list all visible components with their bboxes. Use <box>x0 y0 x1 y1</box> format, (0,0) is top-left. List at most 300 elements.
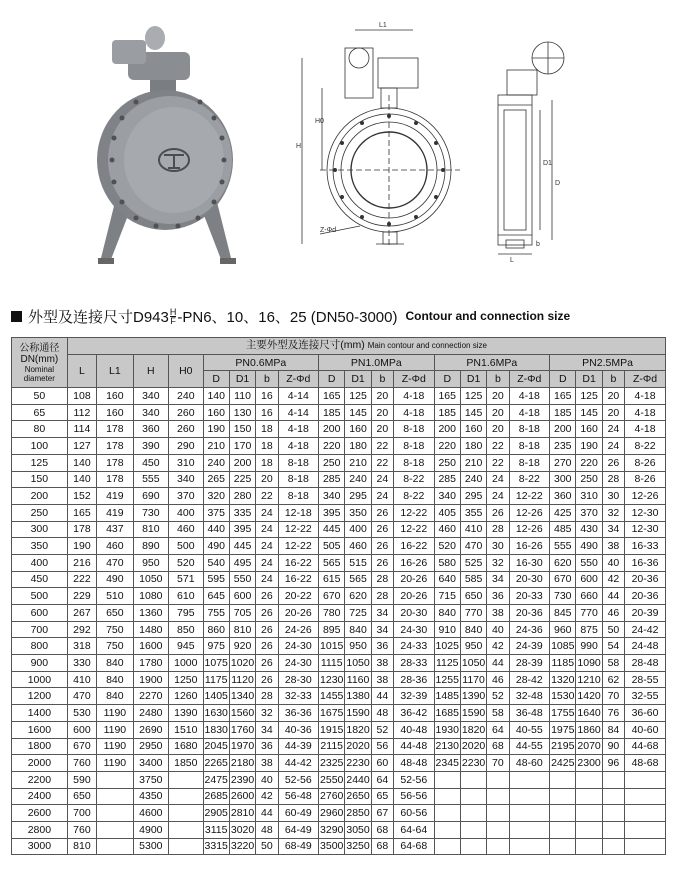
table-cell: 36-60 <box>625 705 666 722</box>
table-cell: 150 <box>229 421 255 438</box>
table-cell: 285 <box>434 471 460 488</box>
table-cell: 18 <box>256 438 278 455</box>
table-cell: 26 <box>371 504 393 521</box>
table-cell: 445 <box>319 521 345 538</box>
table-cell: 8-22 <box>509 471 550 488</box>
table-cell: 48-68 <box>625 755 666 772</box>
table-cell: 3500 <box>319 838 345 855</box>
table-cell: 1050 <box>460 655 486 672</box>
table-cell: 1830 <box>203 721 229 738</box>
table-row <box>12 404 666 421</box>
table-cell: 60-49 <box>278 805 319 822</box>
table-cell: 160 <box>460 421 486 438</box>
table-cell: 28-39 <box>509 655 550 672</box>
table-cell: 1760 <box>229 721 255 738</box>
table-cell <box>550 771 576 788</box>
table-cell: 165 <box>550 388 576 405</box>
table-cell <box>460 821 486 838</box>
table-cell: 1360 <box>133 605 168 622</box>
table-cell: 460 <box>97 538 133 555</box>
table-cell: 1390 <box>460 688 486 705</box>
table-cell: 2480 <box>133 705 168 722</box>
table-cell: 160 <box>576 421 602 438</box>
table-cell: 50 <box>256 838 278 855</box>
table-cell: 16-22 <box>394 538 435 555</box>
table-cell: 46 <box>602 605 624 622</box>
table-cell: 178 <box>97 421 133 438</box>
table-row <box>12 388 666 405</box>
title-prefix: 外型及连接尺寸D943 <box>28 308 169 326</box>
table-cell: 8-26 <box>625 471 666 488</box>
table-cell: 1640 <box>576 705 602 722</box>
table-cell: 28-55 <box>625 671 666 688</box>
table-cell: 580 <box>434 554 460 571</box>
table-cell: 8-18 <box>394 438 435 455</box>
valve-photo <box>92 22 260 272</box>
dn-header-unit: DN(mm) <box>20 353 59 365</box>
dim-label-D: D <box>555 180 561 187</box>
table-cell: 16-22 <box>278 571 319 588</box>
table-cell: 292 <box>67 621 96 638</box>
dn-header-en2: diameter <box>23 373 55 383</box>
table-cell <box>434 838 460 855</box>
table-cell <box>487 788 509 805</box>
table-cell: 610 <box>169 588 203 605</box>
table-cell: 64 <box>371 771 393 788</box>
table-cell: 437 <box>97 521 133 538</box>
table-cell: 1125 <box>434 655 460 672</box>
dn-cell: 1200 <box>12 688 68 705</box>
table-cell: 24-36 <box>509 621 550 638</box>
dn-header <box>12 338 68 388</box>
table-cell: 68 <box>371 838 393 855</box>
table-cell: 1930 <box>434 721 460 738</box>
table-cell: 1020 <box>229 655 255 672</box>
table-cell: 4-14 <box>278 404 319 421</box>
table-cell: 1915 <box>319 721 345 738</box>
table-cell: 750 <box>97 638 133 655</box>
table-cell: 370 <box>169 488 203 505</box>
dn-cell: 1600 <box>12 721 68 738</box>
table-cell <box>602 771 624 788</box>
table-cell: 8-18 <box>509 438 550 455</box>
table-cell: 50 <box>602 621 624 638</box>
dn-cell: 2800 <box>12 821 68 838</box>
table-cell: 200 <box>229 454 255 471</box>
table-cell: 300 <box>550 471 576 488</box>
table-row <box>12 438 666 455</box>
table-row <box>12 655 666 672</box>
table-cell: 160 <box>203 404 229 421</box>
table-cell: 20-36 <box>509 605 550 622</box>
sub-header-cell: Z-Φd <box>394 371 435 388</box>
table-cell: 4-18 <box>278 438 319 455</box>
bullet-square-icon <box>11 311 22 322</box>
table-cell: 16-36 <box>625 554 666 571</box>
table-cell: 600 <box>229 588 255 605</box>
table-cell: 20-36 <box>625 571 666 588</box>
table-cell: 84 <box>602 721 624 738</box>
sub-header-cell: D1 <box>345 371 371 388</box>
table-cell: 20-39 <box>625 605 666 622</box>
table-cell: 28-42 <box>509 671 550 688</box>
table-cell: 12-22 <box>394 521 435 538</box>
table-row <box>12 755 666 772</box>
table-cell: 1080 <box>133 588 168 605</box>
table-cell: 44 <box>371 688 393 705</box>
dn-cell: 125 <box>12 454 68 471</box>
table-cell: 68 <box>487 738 509 755</box>
dn-cell: 2600 <box>12 805 68 822</box>
table-cell <box>169 805 203 822</box>
table-cell: 127 <box>67 438 96 455</box>
table-cell: 650 <box>67 788 96 805</box>
table-cell <box>460 771 486 788</box>
table-cell: 110 <box>229 388 255 405</box>
table-cell: 44-48 <box>394 738 435 755</box>
table-cell: 260 <box>169 421 203 438</box>
table-cell: 24-26 <box>278 621 319 638</box>
table-cell: 840 <box>345 621 371 638</box>
table-cell: 2440 <box>345 771 371 788</box>
pn-header-1-6: PN1.6MPa <box>434 354 550 371</box>
table-cell <box>602 838 624 855</box>
table-cell: 1380 <box>345 688 371 705</box>
table-cell: 490 <box>576 538 602 555</box>
title-sup: H <box>169 306 177 317</box>
table-row <box>12 504 666 521</box>
table-cell: 4-18 <box>625 404 666 421</box>
table-cell: 160 <box>97 404 133 421</box>
table-cell <box>550 805 576 822</box>
table-cell: 295 <box>460 488 486 505</box>
table-cell: 910 <box>434 621 460 638</box>
table-cell: 12-22 <box>394 504 435 521</box>
table-cell: 28-36 <box>394 671 435 688</box>
table-cell: 8-18 <box>278 471 319 488</box>
table-cell: 26 <box>256 638 278 655</box>
table-cell: 64-64 <box>394 821 435 838</box>
table-cell: 125 <box>576 388 602 405</box>
table-cell <box>576 821 602 838</box>
table-cell: 410 <box>460 521 486 538</box>
table-cell: 3750 <box>133 771 168 788</box>
table-cell: 4-18 <box>509 404 550 421</box>
table-cell: 2045 <box>203 738 229 755</box>
table-cell: 60-56 <box>394 805 435 822</box>
table-cell: 24-33 <box>394 638 435 655</box>
table-cell: 425 <box>550 504 576 521</box>
table-cell: 670 <box>550 571 576 588</box>
table-cell: 140 <box>67 454 96 471</box>
table-cell: 2270 <box>133 688 168 705</box>
table-cell: 20-26 <box>278 605 319 622</box>
table-cell: 12-30 <box>625 521 666 538</box>
table-cell <box>434 821 460 838</box>
table-cell: 2685 <box>203 788 229 805</box>
table-cell: 5300 <box>133 838 168 855</box>
table-row <box>12 671 666 688</box>
table-cell: 40-60 <box>625 721 666 738</box>
table-cell: 12-26 <box>625 488 666 505</box>
table-cell: 850 <box>169 621 203 638</box>
table-cell: 340 <box>434 488 460 505</box>
table-cell: 160 <box>97 388 133 405</box>
table-cell: 140 <box>67 471 96 488</box>
table-cell: 2905 <box>203 805 229 822</box>
table-cell: 490 <box>203 538 229 555</box>
table-row <box>12 454 666 471</box>
table-cell: 24 <box>256 571 278 588</box>
table-cell: 340 <box>169 471 203 488</box>
table-cell: 555 <box>550 538 576 555</box>
table-cell: 505 <box>319 538 345 555</box>
table-cell: 515 <box>345 554 371 571</box>
table-cell: 1085 <box>550 638 576 655</box>
table-cell <box>97 771 133 788</box>
table-cell: 210 <box>460 454 486 471</box>
table-cell: 40-36 <box>278 721 319 738</box>
table-cell: 1480 <box>133 621 168 638</box>
sub-header-cell: D <box>434 371 460 388</box>
table-cell <box>509 788 550 805</box>
table-cell: 22 <box>371 454 393 471</box>
dn-cell: 2000 <box>12 755 68 772</box>
table-cell: 44 <box>487 655 509 672</box>
table-cell: 2690 <box>133 721 168 738</box>
table-cell: 1975 <box>550 721 576 738</box>
table-cell: 220 <box>319 438 345 455</box>
table-cell: 400 <box>169 504 203 521</box>
table-cell: 56-48 <box>278 788 319 805</box>
table-cell: 395 <box>229 521 255 538</box>
table-cell: 24 <box>256 538 278 555</box>
table-cell: 270 <box>550 454 576 471</box>
table-cell: 12-22 <box>278 538 319 555</box>
table-cell: 550 <box>576 554 602 571</box>
table-cell: 22 <box>371 438 393 455</box>
table-cell: 565 <box>345 571 371 588</box>
table-cell: 12-30 <box>625 504 666 521</box>
table-row <box>12 638 666 655</box>
table-cell: 8-18 <box>278 488 319 505</box>
table-cell: 26 <box>256 621 278 638</box>
table-cell: 330 <box>67 655 96 672</box>
table-cell: 1190 <box>97 705 133 722</box>
dn-cell: 800 <box>12 638 68 655</box>
table-cell: 24-48 <box>625 638 666 655</box>
main-header-en: Main contour and connection size <box>367 341 487 351</box>
table-cell: 44-55 <box>509 738 550 755</box>
table-cell: 1090 <box>576 655 602 672</box>
table-cell <box>602 821 624 838</box>
table-cell: 670 <box>319 588 345 605</box>
table-cell: 44-68 <box>625 738 666 755</box>
table-cell: 44-42 <box>278 755 319 772</box>
table-cell: 335 <box>229 504 255 521</box>
table-cell: 24-30 <box>278 638 319 655</box>
table-cell: 2115 <box>319 738 345 755</box>
table-cell: 32-55 <box>625 688 666 705</box>
table-cell: 3250 <box>345 838 371 855</box>
table-cell: 470 <box>97 554 133 571</box>
table-cell: 1320 <box>550 671 576 688</box>
table-row <box>12 421 666 438</box>
sub-header-cell: D <box>319 371 345 388</box>
table-cell: 1420 <box>576 688 602 705</box>
table-cell: 36 <box>371 638 393 655</box>
table-cell: 400 <box>345 521 371 538</box>
table-cell: 220 <box>576 454 602 471</box>
table-cell: 1560 <box>229 705 255 722</box>
table-cell: 1170 <box>460 671 486 688</box>
table-cell: 185 <box>434 404 460 421</box>
sub-header-cell: D <box>550 371 576 388</box>
table-cell: 390 <box>133 438 168 455</box>
table-cell: 340 <box>133 388 168 405</box>
table-cell: 755 <box>203 605 229 622</box>
table-cell: 48-60 <box>509 755 550 772</box>
table-cell <box>550 838 576 855</box>
table-cell: 350 <box>345 504 371 521</box>
table-cell: 1455 <box>319 688 345 705</box>
dim-label-H: H <box>296 143 302 150</box>
table-cell: 975 <box>203 638 229 655</box>
table-cell: 20 <box>487 404 509 421</box>
sub-header-cell: D1 <box>229 371 255 388</box>
table-cell: 730 <box>550 588 576 605</box>
table-cell: 20 <box>602 404 624 421</box>
table-cell: 32-39 <box>394 688 435 705</box>
table-cell: 32-48 <box>509 688 550 705</box>
table-cell: 145 <box>460 404 486 421</box>
table-cell <box>97 788 133 805</box>
table-row <box>12 788 666 805</box>
table-cell <box>97 805 133 822</box>
sub-header-cell: b <box>602 371 624 388</box>
table-cell: 24-30 <box>394 621 435 638</box>
table-cell: 52-56 <box>278 771 319 788</box>
table-cell <box>602 805 624 822</box>
table-cell: 34 <box>602 521 624 538</box>
table-cell <box>169 788 203 805</box>
table-cell: 360 <box>550 488 576 505</box>
table-cell: 600 <box>576 571 602 588</box>
table-cell: 12-26 <box>509 521 550 538</box>
table-cell: 430 <box>576 521 602 538</box>
table-row <box>12 621 666 638</box>
table-cell: 485 <box>550 521 576 538</box>
table-row <box>12 838 666 855</box>
table-cell: 520 <box>434 538 460 555</box>
table-cell: 705 <box>229 605 255 622</box>
table-cell <box>550 788 576 805</box>
table-cell <box>434 805 460 822</box>
table-cell: 395 <box>319 504 345 521</box>
table-cell: 8-18 <box>394 421 435 438</box>
table-cell: 310 <box>576 488 602 505</box>
table-cell: 4-14 <box>278 388 319 405</box>
table-cell: 22 <box>487 454 509 471</box>
table-cell <box>487 821 509 838</box>
table-cell: 8-22 <box>394 488 435 505</box>
table-cell: 1160 <box>345 671 371 688</box>
table-cell: 540 <box>203 554 229 571</box>
table-cell: 2550 <box>319 771 345 788</box>
table-cell <box>487 838 509 855</box>
table-cell: 16-26 <box>394 554 435 571</box>
table-cell: 2325 <box>319 755 345 772</box>
table-cell: 2960 <box>319 805 345 822</box>
table-cell: 2475 <box>203 771 229 788</box>
table-cell: 12-22 <box>509 488 550 505</box>
table-cell: 555 <box>133 471 168 488</box>
table-cell: 96 <box>602 755 624 772</box>
table-cell: 20 <box>487 421 509 438</box>
table-cell: 660 <box>576 588 602 605</box>
table-cell <box>625 838 666 855</box>
table-cell: 240 <box>345 471 371 488</box>
table-cell: 125 <box>345 388 371 405</box>
table-cell: 2600 <box>229 788 255 805</box>
table-cell: 525 <box>460 554 486 571</box>
table-cell: 8-18 <box>278 454 319 471</box>
table-cell: 112 <box>67 404 96 421</box>
table-cell: 40 <box>487 621 509 638</box>
table-cell: 1685 <box>434 705 460 722</box>
table-cell: 810 <box>229 621 255 638</box>
table-cell: 950 <box>460 638 486 655</box>
table-cell: 160 <box>345 421 371 438</box>
table-cell: 2230 <box>345 755 371 772</box>
table-cell: 3220 <box>229 838 255 855</box>
table-cell: 54 <box>602 638 624 655</box>
table-cell: 1250 <box>169 671 203 688</box>
dim-label-D1: D1 <box>543 160 552 167</box>
table-cell: 48 <box>371 705 393 722</box>
table-cell: 24 <box>256 554 278 571</box>
table-cell: 1900 <box>133 671 168 688</box>
table-cell: 20 <box>371 421 393 438</box>
table-cell: 2195 <box>550 738 576 755</box>
table-cell: 145 <box>345 404 371 421</box>
table-cell: 16-26 <box>509 538 550 555</box>
table-cell: 770 <box>460 605 486 622</box>
table-cell: 1120 <box>229 671 255 688</box>
main-header-cn: 主要外型及连接尺寸(mm) <box>245 339 365 352</box>
table-cell: 1820 <box>460 721 486 738</box>
table-cell: 24-39 <box>509 638 550 655</box>
table-cell: 1485 <box>434 688 460 705</box>
dn-cell: 500 <box>12 588 68 605</box>
table-cell: 180 <box>460 438 486 455</box>
table-cell: 222 <box>67 571 96 588</box>
side-view-drawing <box>498 42 564 254</box>
table-cell <box>625 821 666 838</box>
table-cell: 40-55 <box>509 721 550 738</box>
table-cell: 590 <box>67 771 96 788</box>
table-row <box>12 821 666 838</box>
table-cell: 2020 <box>460 738 486 755</box>
table-cell: 24 <box>602 438 624 455</box>
title-sub: F <box>170 315 176 326</box>
table-cell: 620 <box>345 588 371 605</box>
table-row <box>12 805 666 822</box>
col-header-H: H <box>133 354 168 387</box>
table-cell: 34 <box>371 605 393 622</box>
dn-header-en1: Nominal <box>24 364 55 374</box>
table-cell: 1050 <box>345 655 371 672</box>
